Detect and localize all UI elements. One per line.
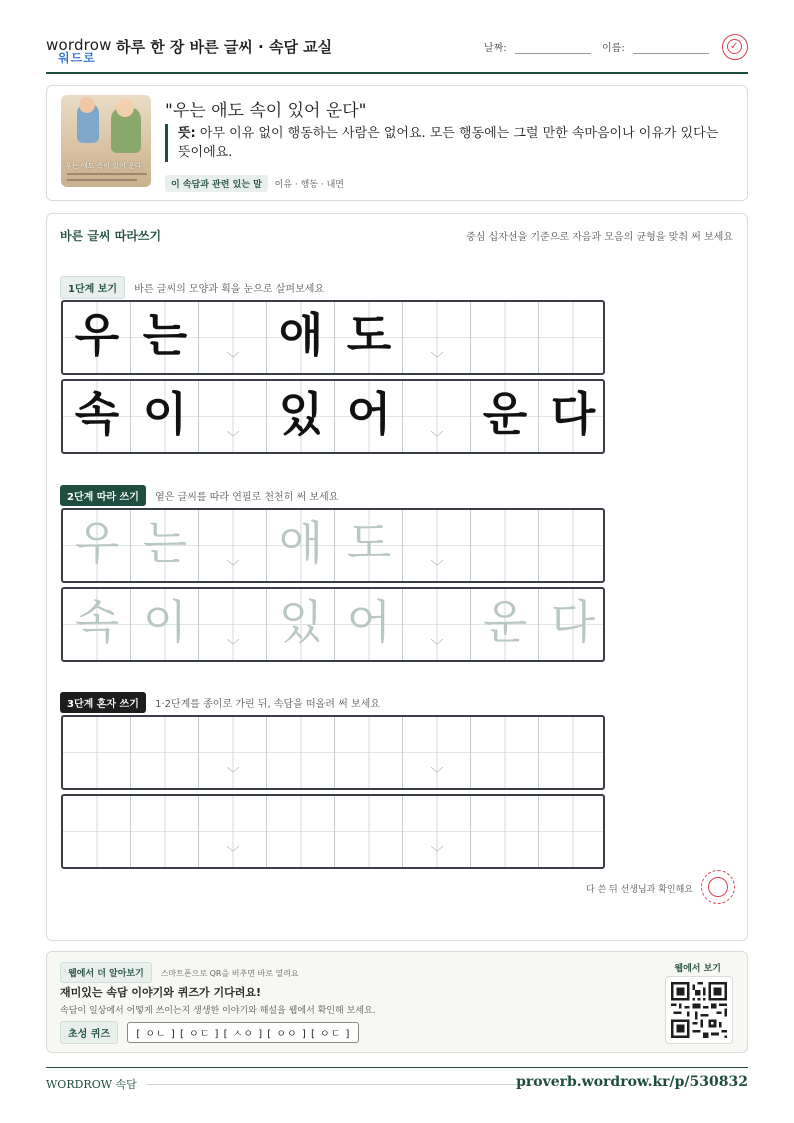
grid-cell[interactable] xyxy=(471,796,539,867)
step2-row-1[interactable] xyxy=(61,508,605,583)
grid-char: 도 xyxy=(346,308,392,362)
date-line[interactable] xyxy=(515,42,591,54)
grid-char: 어 xyxy=(346,595,392,649)
grid-cell[interactable] xyxy=(539,796,605,867)
step1-header xyxy=(60,276,324,299)
step2-desc: 옅은 글씨를 따라 연필로 천천히 써 보세요 xyxy=(155,492,339,503)
web-tag xyxy=(60,962,299,983)
space-mark-icon: ﹀ xyxy=(226,560,240,575)
footer-brand: WORDROW 속담 xyxy=(46,1078,137,1091)
web-desc: 속담이 일상에서 어떻게 쓰이는지 생생한 이야기와 해설을 웹에서 확인해 보세요. xyxy=(60,1006,376,1016)
grid-cell[interactable] xyxy=(131,717,199,788)
proverb-illustration xyxy=(61,95,151,187)
space-mark-icon: ﹀ xyxy=(430,639,444,654)
wordrow-logo xyxy=(46,36,112,66)
grid-cell[interactable] xyxy=(539,717,605,788)
quiz-value: [ ㅇㄴ ] [ ㅇㄷ ] [ ㅅㅇ ] [ ㅇㅇ ] [ ㅇㄷ ] xyxy=(127,1022,359,1043)
practice-card xyxy=(46,213,748,941)
grid-cell[interactable] xyxy=(539,510,605,581)
step2-row-2[interactable] xyxy=(61,587,605,662)
grid-cell[interactable] xyxy=(63,717,131,788)
space-mark-icon: ﹀ xyxy=(430,352,444,367)
step3-desc: 1·2단계를 종이로 가린 뒤, 속담을 떠올려 써 보세요 xyxy=(155,699,380,710)
space-mark-icon: ﹀ xyxy=(226,431,240,446)
check-stamp-icon: ✓ xyxy=(722,34,748,60)
page-header xyxy=(46,30,748,74)
step2-badge: 2단계 따라 쓰기 xyxy=(60,485,146,506)
space-mark-icon: ﹀ xyxy=(430,560,444,575)
step3-badge: 3단계 혼자 쓰기 xyxy=(60,692,146,713)
grid-cell xyxy=(539,302,605,373)
related-list: 이유 · 행동 · 내면 xyxy=(274,180,344,190)
grid-char: 운 xyxy=(482,387,528,441)
proverb-meaning xyxy=(165,124,725,162)
grid-cell[interactable] xyxy=(131,796,199,867)
step1-badge: 1단계 보기 xyxy=(60,276,125,299)
practice-hint: 중심 십자선을 기준으로 자음과 모음의 균형을 맞춰 써 보세요 xyxy=(466,232,733,243)
grid-cell[interactable] xyxy=(471,717,539,788)
step1-desc: 바른 글씨의 모양과 획을 눈으로 살펴보세요 xyxy=(134,284,325,295)
footer-divider xyxy=(146,1084,538,1085)
grid-cell[interactable] xyxy=(335,796,403,867)
name-label: 이름: xyxy=(602,43,625,54)
space-mark-icon: ﹀ xyxy=(226,767,240,782)
quiz-label: 초성 퀴즈 xyxy=(60,1021,118,1044)
grid-char: 다 xyxy=(550,595,596,649)
proverb-card xyxy=(46,85,748,201)
step1-row-2 xyxy=(61,379,605,454)
grid-char: 있 xyxy=(278,595,324,649)
grid-char: 운 xyxy=(482,595,528,649)
space-mark-icon: ﹀ xyxy=(226,846,240,861)
space-mark-icon: ﹀ xyxy=(226,639,240,654)
logo-korean: 워드로 xyxy=(58,51,96,65)
grid-char: 어 xyxy=(346,387,392,441)
step3-row-1[interactable] xyxy=(61,715,605,790)
related-tag: 이 속담과 관련 있는 말 xyxy=(165,175,268,192)
space-mark-icon: ﹀ xyxy=(226,352,240,367)
grid-char: 는 xyxy=(142,308,188,362)
related-words xyxy=(165,175,344,192)
step3-row-2[interactable] xyxy=(61,794,605,869)
page-title: 하루 한 장 바른 글씨 · 속담 교실 xyxy=(116,38,333,56)
grid-cell[interactable] xyxy=(63,796,131,867)
web-badge-sub: 스마트폰으로 QR을 비추면 바로 열려요 xyxy=(160,969,299,978)
meaning-text: 아무 이유 없이 행동하는 사람은 없어요. 모든 행동에는 그럴 만한 속마음이나 이유가 있다는 뜻이에요. xyxy=(178,126,719,160)
date-label: 날짜: xyxy=(484,43,507,54)
step2-header xyxy=(60,485,338,506)
date-field[interactable] xyxy=(484,39,591,54)
name-field[interactable] xyxy=(602,39,709,54)
grid-char: 이 xyxy=(142,595,188,649)
initial-quiz xyxy=(60,1021,359,1044)
logo-wordmark: wordrow xyxy=(46,36,112,54)
page-footer xyxy=(46,1067,748,1093)
teacher-stamp-icon xyxy=(701,870,735,904)
space-mark-icon: ﹀ xyxy=(430,767,444,782)
grid-char: 는 xyxy=(142,516,188,570)
grid-char: 도 xyxy=(346,516,392,570)
grid-cell[interactable] xyxy=(267,796,335,867)
grid-char: 속 xyxy=(74,387,120,441)
practice-title: 바른 글씨 따라쓰기 xyxy=(60,229,162,243)
grid-char: 우 xyxy=(74,516,120,570)
grid-cell xyxy=(471,302,539,373)
name-line[interactable] xyxy=(633,42,709,54)
illustration-caption: 우는 애도 속이 있어 운다 xyxy=(65,162,142,170)
meaning-label: 뜻: xyxy=(178,126,196,141)
grid-char: 다 xyxy=(550,387,596,441)
grid-cell[interactable] xyxy=(267,717,335,788)
web-badge: 웹에서 더 알아보기 xyxy=(60,962,152,983)
space-mark-icon: ﹀ xyxy=(430,431,444,446)
grid-char: 우 xyxy=(74,308,120,362)
grid-char: 속 xyxy=(74,595,120,649)
grid-char: 애 xyxy=(278,308,324,362)
space-mark-icon: ﹀ xyxy=(430,846,444,861)
grid-cell[interactable] xyxy=(471,510,539,581)
done-note: 다 쓴 뒤 선생님과 확인해요 xyxy=(585,885,693,895)
step3-header xyxy=(60,692,380,713)
grid-char: 이 xyxy=(142,387,188,441)
step1-row-1 xyxy=(61,300,605,375)
grid-char: 있 xyxy=(278,387,324,441)
grid-char: 애 xyxy=(278,516,324,570)
grid-cell[interactable] xyxy=(335,717,403,788)
footer-url[interactable]: proverb.wordrow.kr/p/530832 xyxy=(516,1074,748,1090)
web-headline: 재미있는 속담 이야기와 퀴즈가 기다려요! xyxy=(60,986,261,999)
web-promo-card xyxy=(46,951,748,1053)
qr-label: 웹에서 보기 xyxy=(674,964,721,974)
qr-code-icon[interactable] xyxy=(665,976,733,1044)
proverb-title: "우는 애도 속이 있어 운다" xyxy=(165,101,367,121)
